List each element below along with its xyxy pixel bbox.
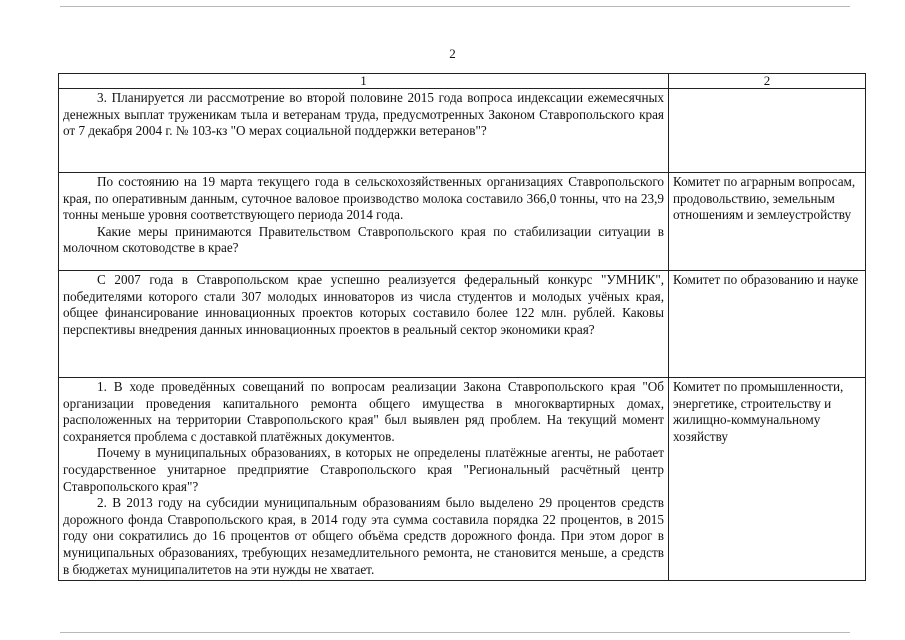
question-paragraph: Почему в муниципальных образованиях, в которых не определены платёжные агенты, не работает государственное унитарное предприятие Ставропольского края "Региональный расчётный центр Ставропольского края"? bbox=[63, 445, 664, 494]
scan-edge-top bbox=[60, 6, 850, 7]
table-header-row bbox=[59, 74, 866, 89]
table-row bbox=[59, 378, 866, 581]
question-paragraph: 2. В 2013 году на субсидии муниципальным образованиям было выделено 29 процентов средств дорожного фонда Ставропольского края, в 2014 году эта сумма составила порядка 22 процентов, в 2015 году они сократились до 16 процентов от общего объёма средств дорожного фонда. При этом дорог в муниципальных образованиях, требующих незамедлительного ремонта, не становится меньше, а средств в бюджетах муниципалитетов на эти нужды не хватает. bbox=[63, 495, 664, 577]
question-paragraph: 1. В ходе проведённых совещаний по вопросам реализации Закона Ставропольского края "Об организации проведения капитального ремонта общего имущества в многоквартирных домах, расположенных на территории Ставропольского края" был выявлен ряд проблем. На текущий момент сохраняется проблема с доставкой платёжных документов. bbox=[63, 379, 664, 444]
question-paragraph: 3. Планируется ли рассмотрение во второй половине 2015 года вопроса индексации ежемесячных денежных выплат труженикам тыла и ветеранам труда, предусмотренных Законом Ставропольского края от 7 декабря 2004 г. № 103-кз "О мерах социальной поддержки ветеранов"? bbox=[63, 90, 664, 139]
scan-edge-bottom bbox=[60, 632, 850, 633]
table-row bbox=[59, 271, 866, 378]
table-row bbox=[59, 89, 866, 173]
question-paragraph: С 2007 года в Ставропольском крае успешно реализуется федеральный конкурс "УМНИК", победителями которого стали 307 молодых инноваторов из числа студентов и молодых учёных края, общее финансирование инновационных проектов которых составило более 122 млн. рублей. Каковы перспективы внедрения данных инновационных проектов в реальный сектор экономики края? bbox=[63, 272, 664, 337]
committee-cell: Комитет по образованию и науке bbox=[669, 271, 866, 378]
page-number: 2 bbox=[449, 46, 456, 61]
question-paragraph: Какие меры принимаются Правительством Ставропольского края по стабилизации ситуации в молочном скотоводстве в крае? bbox=[63, 223, 664, 256]
committee-cell bbox=[669, 89, 866, 173]
column-header-question: 1 bbox=[59, 74, 669, 89]
question-cell bbox=[59, 89, 669, 173]
table-row bbox=[59, 173, 866, 271]
question-cell bbox=[59, 271, 669, 378]
committee-cell: Комитет по промышленности, энергетике, строительству и жилищно-коммунальному хозяйству bbox=[669, 378, 866, 581]
committee-cell: Комитет по аграрным вопросам, продовольствию, земельным отношениям и землеустройству bbox=[669, 173, 866, 271]
questions-table bbox=[58, 73, 866, 581]
question-cell bbox=[59, 378, 669, 581]
column-header-committee: 2 bbox=[669, 74, 866, 89]
question-cell bbox=[59, 173, 669, 271]
question-paragraph: По состоянию на 19 марта текущего года в сельскохозяйственных организациях Ставропольского края, по оперативным данным, суточное валовое производство молока составило 366,0 тонны, что на 23,9 тонны меньше уровня соответствующего периода 2014 года. bbox=[63, 174, 664, 223]
